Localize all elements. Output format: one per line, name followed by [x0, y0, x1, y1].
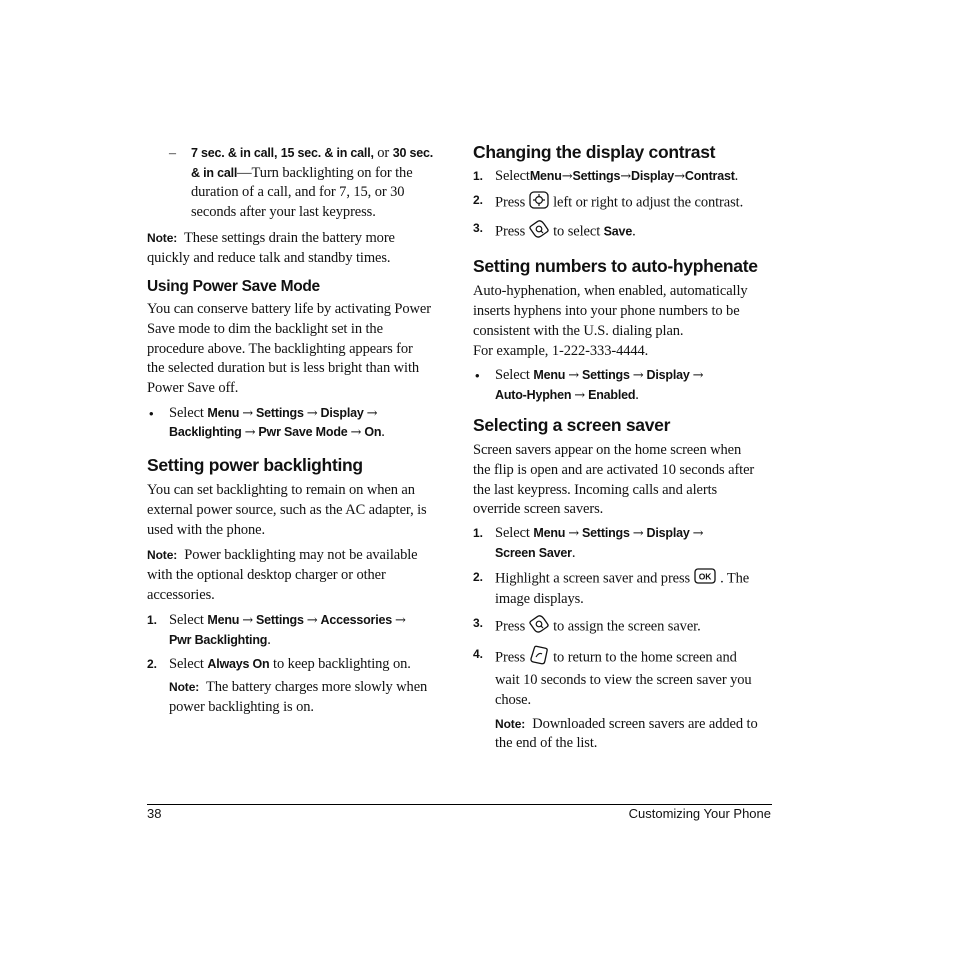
battery-note: Note: These settings drain the battery more quickly and reduce talk and standby times.	[147, 229, 395, 266]
hyphen-heading: Setting numbers to auto-hyphenate	[473, 256, 758, 277]
left-column	[147, 140, 443, 718]
battery-charge-note: Note: The battery charges more slowly when power backlighting is on.	[169, 679, 428, 716]
note-label: Note:	[147, 230, 178, 245]
options-line-2: & in call—Turn backlighting on for the	[191, 164, 413, 181]
arrow-glyph: →	[242, 405, 254, 421]
contrast-step-2: 2. Press left or right to adjust the contrast.	[473, 191, 773, 216]
power-save-heading: Using Power Save Mode	[147, 278, 320, 296]
options-line-3: duration of a call, and for 7, 15, or 30	[191, 184, 405, 201]
options-line-1: 7 sec. & in call, 15 sec. & in call, or 30 sec.	[191, 145, 434, 161]
contrast-step-1: 1. SelectMenu→Settings→Display→Contrast.	[473, 168, 739, 184]
dash-marker: –	[169, 146, 176, 161]
left-softkey-icon	[529, 614, 549, 641]
ok-key-label: OK	[698, 571, 712, 582]
left-softkey-icon	[529, 219, 549, 246]
backlight-options-item	[147, 144, 443, 223]
screen-saver-step-1: 1. Select Menu → Settings → Display → Screen Saver.	[473, 525, 704, 561]
downloaded-savers-note: Note: Downloaded screen savers are added to the end of the list.	[495, 715, 758, 752]
screen-saver-step-2: 2. Highlight a screen saver and press OK . The image displays.	[473, 569, 750, 608]
power-backlighting-heading: Setting power backlighting	[147, 455, 363, 476]
contrast-heading: Changing the display contrast	[473, 142, 716, 162]
contrast-step-3: 3. Press to select Save.	[473, 219, 773, 246]
screen-saver-paragraph: Screen savers appear on the home screen when the flip is open and are activated 10 seconds after the last keypress. Incoming calls and alerts override screen savers.	[473, 442, 755, 518]
screen-saver-step-3: 3. Press to assign the screen saver.	[473, 614, 773, 641]
screen-saver-step-4: 4. Press to return to the home screen and wait 10 seconds to view the screen saver you chose. Note: Downloaded screen savers are added to the end of the list.	[473, 645, 773, 755]
screen-saver-heading: Selecting a screen saver	[473, 415, 671, 436]
footer-section-title: Customizing Your Phone	[628, 806, 771, 821]
charger-note: Note: Power backlighting may not be available with the optional desktop charger or other accessories.	[147, 547, 418, 603]
power-backlighting-step-2: 2. Select Always On to keep backlighting on. Note: The battery charges more slowly when power backlighting is on.	[147, 655, 443, 718]
hyphen-bullet: • Select Menu → Settings → Display → Auto-Hyphen → Enabled.	[475, 366, 704, 403]
power-backlighting-paragraph: You can set backlighting to remain on when an external power source, such as the AC adapter, is used with the phone.	[147, 482, 427, 538]
footer-rule	[147, 804, 772, 805]
hyphen-paragraph: Auto-hyphenation, when enabled, automatically inserts hyphens into your phone numbers to be consistent with the U.S. dialing plan. For example, 1-222-333-4444.	[473, 283, 748, 360]
power-save-paragraph: You can conserve battery life by activating Power Save mode to dim the backlight set in the procedure above. The backlighting appears for the selected duration but is less bright than with Power Save off.	[147, 301, 431, 397]
ok-key-icon	[694, 568, 716, 591]
page-number: 38	[147, 806, 162, 821]
end-key-icon	[529, 645, 549, 672]
navigation-key-icon	[529, 191, 549, 216]
options-line-4: seconds after your last keypress.	[191, 204, 376, 221]
right-column	[473, 140, 773, 754]
power-save-bullet: • Select Menu → Settings → Display → Backlighting → Pwr Save Mode → On.	[149, 404, 385, 441]
power-backlighting-step-1: 1. Select Menu → Settings → Accessories → Pwr Backlighting.	[147, 612, 406, 649]
